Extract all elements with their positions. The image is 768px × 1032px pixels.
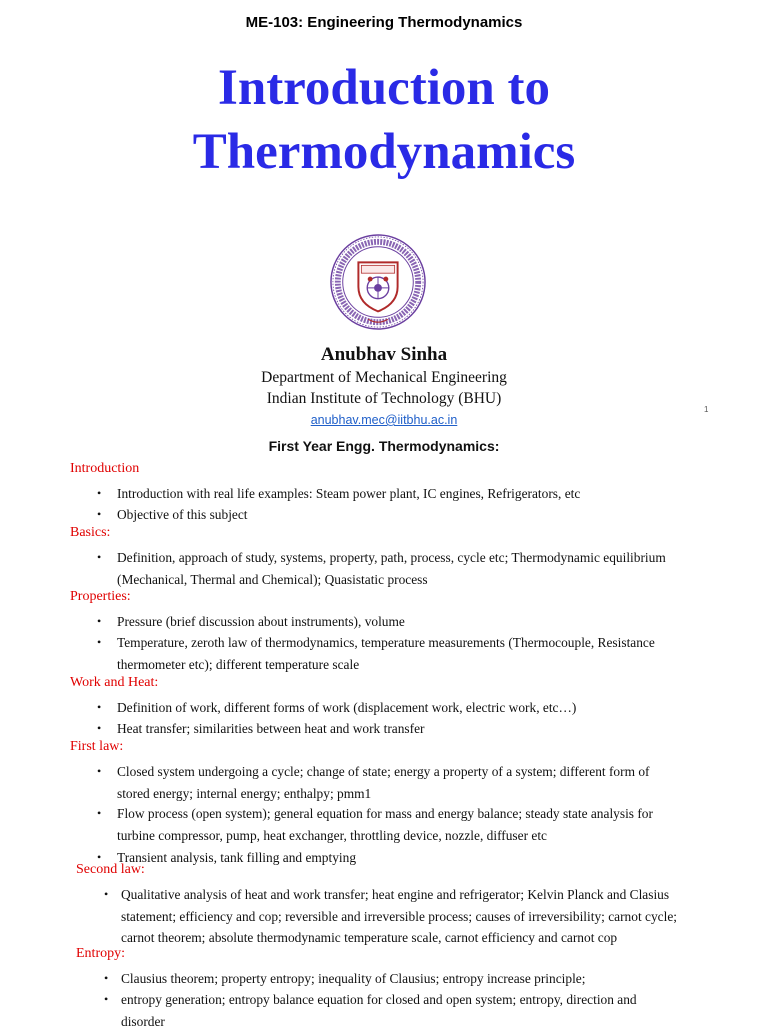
- list-item: Flow process (open system); general equation for mass and energy balance; steady state analysis for: [117, 803, 717, 825]
- bullet-dot: •: [104, 887, 108, 902]
- bullet-dot: •: [97, 850, 101, 865]
- bullet-dot: •: [104, 971, 108, 986]
- list-item: statement; efficiency and cop; reversible and irreversible process; causes of irreversibility; carnot cycle;: [121, 906, 711, 928]
- university-seal-icon: [329, 233, 427, 331]
- list-item: Pressure (brief discussion about instruments), volume: [117, 611, 717, 633]
- syllabus-title: First Year Engg. Thermodynamics:: [0, 438, 768, 454]
- bullet-dot: •: [97, 700, 101, 715]
- section-heading: Entropy:: [76, 946, 125, 962]
- list-item: Closed system undergoing a cycle; change of state; energy a property of a system; different form of: [117, 761, 717, 783]
- bullet-dot: •: [97, 806, 101, 821]
- bullet-dot: •: [97, 614, 101, 629]
- author-email-link[interactable]: anubhav.mec@iitbhu.ac.in: [0, 413, 768, 427]
- section-heading: Work and Heat:: [70, 675, 158, 691]
- list-item: Temperature, zeroth law of thermodynamics, temperature measurements (Thermocouple, Resistance: [117, 632, 717, 654]
- list-item: carnot theorem; absolute thermodynamic temperature scale, carnot efficiency and carnot cop: [121, 927, 711, 949]
- bullet-dot: •: [97, 721, 101, 736]
- list-item: Heat transfer; similarities between heat and work transfer: [117, 718, 717, 740]
- bullet-dot: •: [97, 635, 101, 650]
- bullet-dot: •: [104, 992, 108, 1007]
- list-item: (Mechanical, Thermal and Chemical); Quasistatic process: [117, 569, 717, 591]
- course-header: ME-103: Engineering Thermodynamics: [0, 14, 768, 31]
- list-item: turbine compressor, pump, heat exchanger, throttling device, nozzle, diffuser etc: [117, 825, 717, 847]
- department: Department of Mechanical Engineering: [0, 369, 768, 387]
- list-item: Definition, approach of study, systems, property, path, process, cycle etc; Thermodynamic equilibrium: [117, 547, 717, 569]
- list-item: Introduction with real life examples: Steam power plant, IC engines, Refrigerators, etc: [117, 483, 717, 505]
- list-item: Definition of work, different forms of work (displacement work, electric work, etc…): [117, 697, 717, 719]
- page-title: [0, 56, 768, 184]
- list-item: Clausius theorem; property entropy; inequality of Clausius; entropy increase principle;: [121, 968, 711, 990]
- section-heading: Basics:: [70, 525, 110, 541]
- list-item: Transient analysis, tank filling and emptying: [117, 847, 717, 869]
- list-item: Qualitative analysis of heat and work transfer; heat engine and refrigerator; Kelvin Planck and Clasius: [121, 884, 711, 906]
- list-item: disorder: [121, 1011, 711, 1032]
- title-line-2: Thermodynamics: [0, 120, 768, 184]
- section-heading: Second law:: [76, 862, 145, 878]
- list-item: stored energy; internal energy; enthalpy; pmm1: [117, 783, 717, 805]
- section-heading: Introduction: [70, 461, 139, 477]
- title-line-1: Introduction to: [0, 56, 768, 120]
- bullet-dot: •: [97, 764, 101, 779]
- institute: Indian Institute of Technology (BHU): [0, 390, 768, 408]
- bullet-dot: •: [97, 507, 101, 522]
- list-item: thermometer etc); different temperature scale: [117, 654, 717, 676]
- bullet-dot: •: [97, 486, 101, 501]
- section-heading: First law:: [70, 739, 123, 755]
- list-item: Objective of this subject: [117, 504, 717, 526]
- author-name: Anubhav Sinha: [0, 344, 768, 366]
- bullet-dot: •: [97, 550, 101, 565]
- section-heading: Properties:: [70, 589, 131, 605]
- page-number: 1: [704, 405, 708, 414]
- list-item: entropy generation; entropy balance equation for closed and open system; entropy, direction and: [121, 989, 711, 1011]
